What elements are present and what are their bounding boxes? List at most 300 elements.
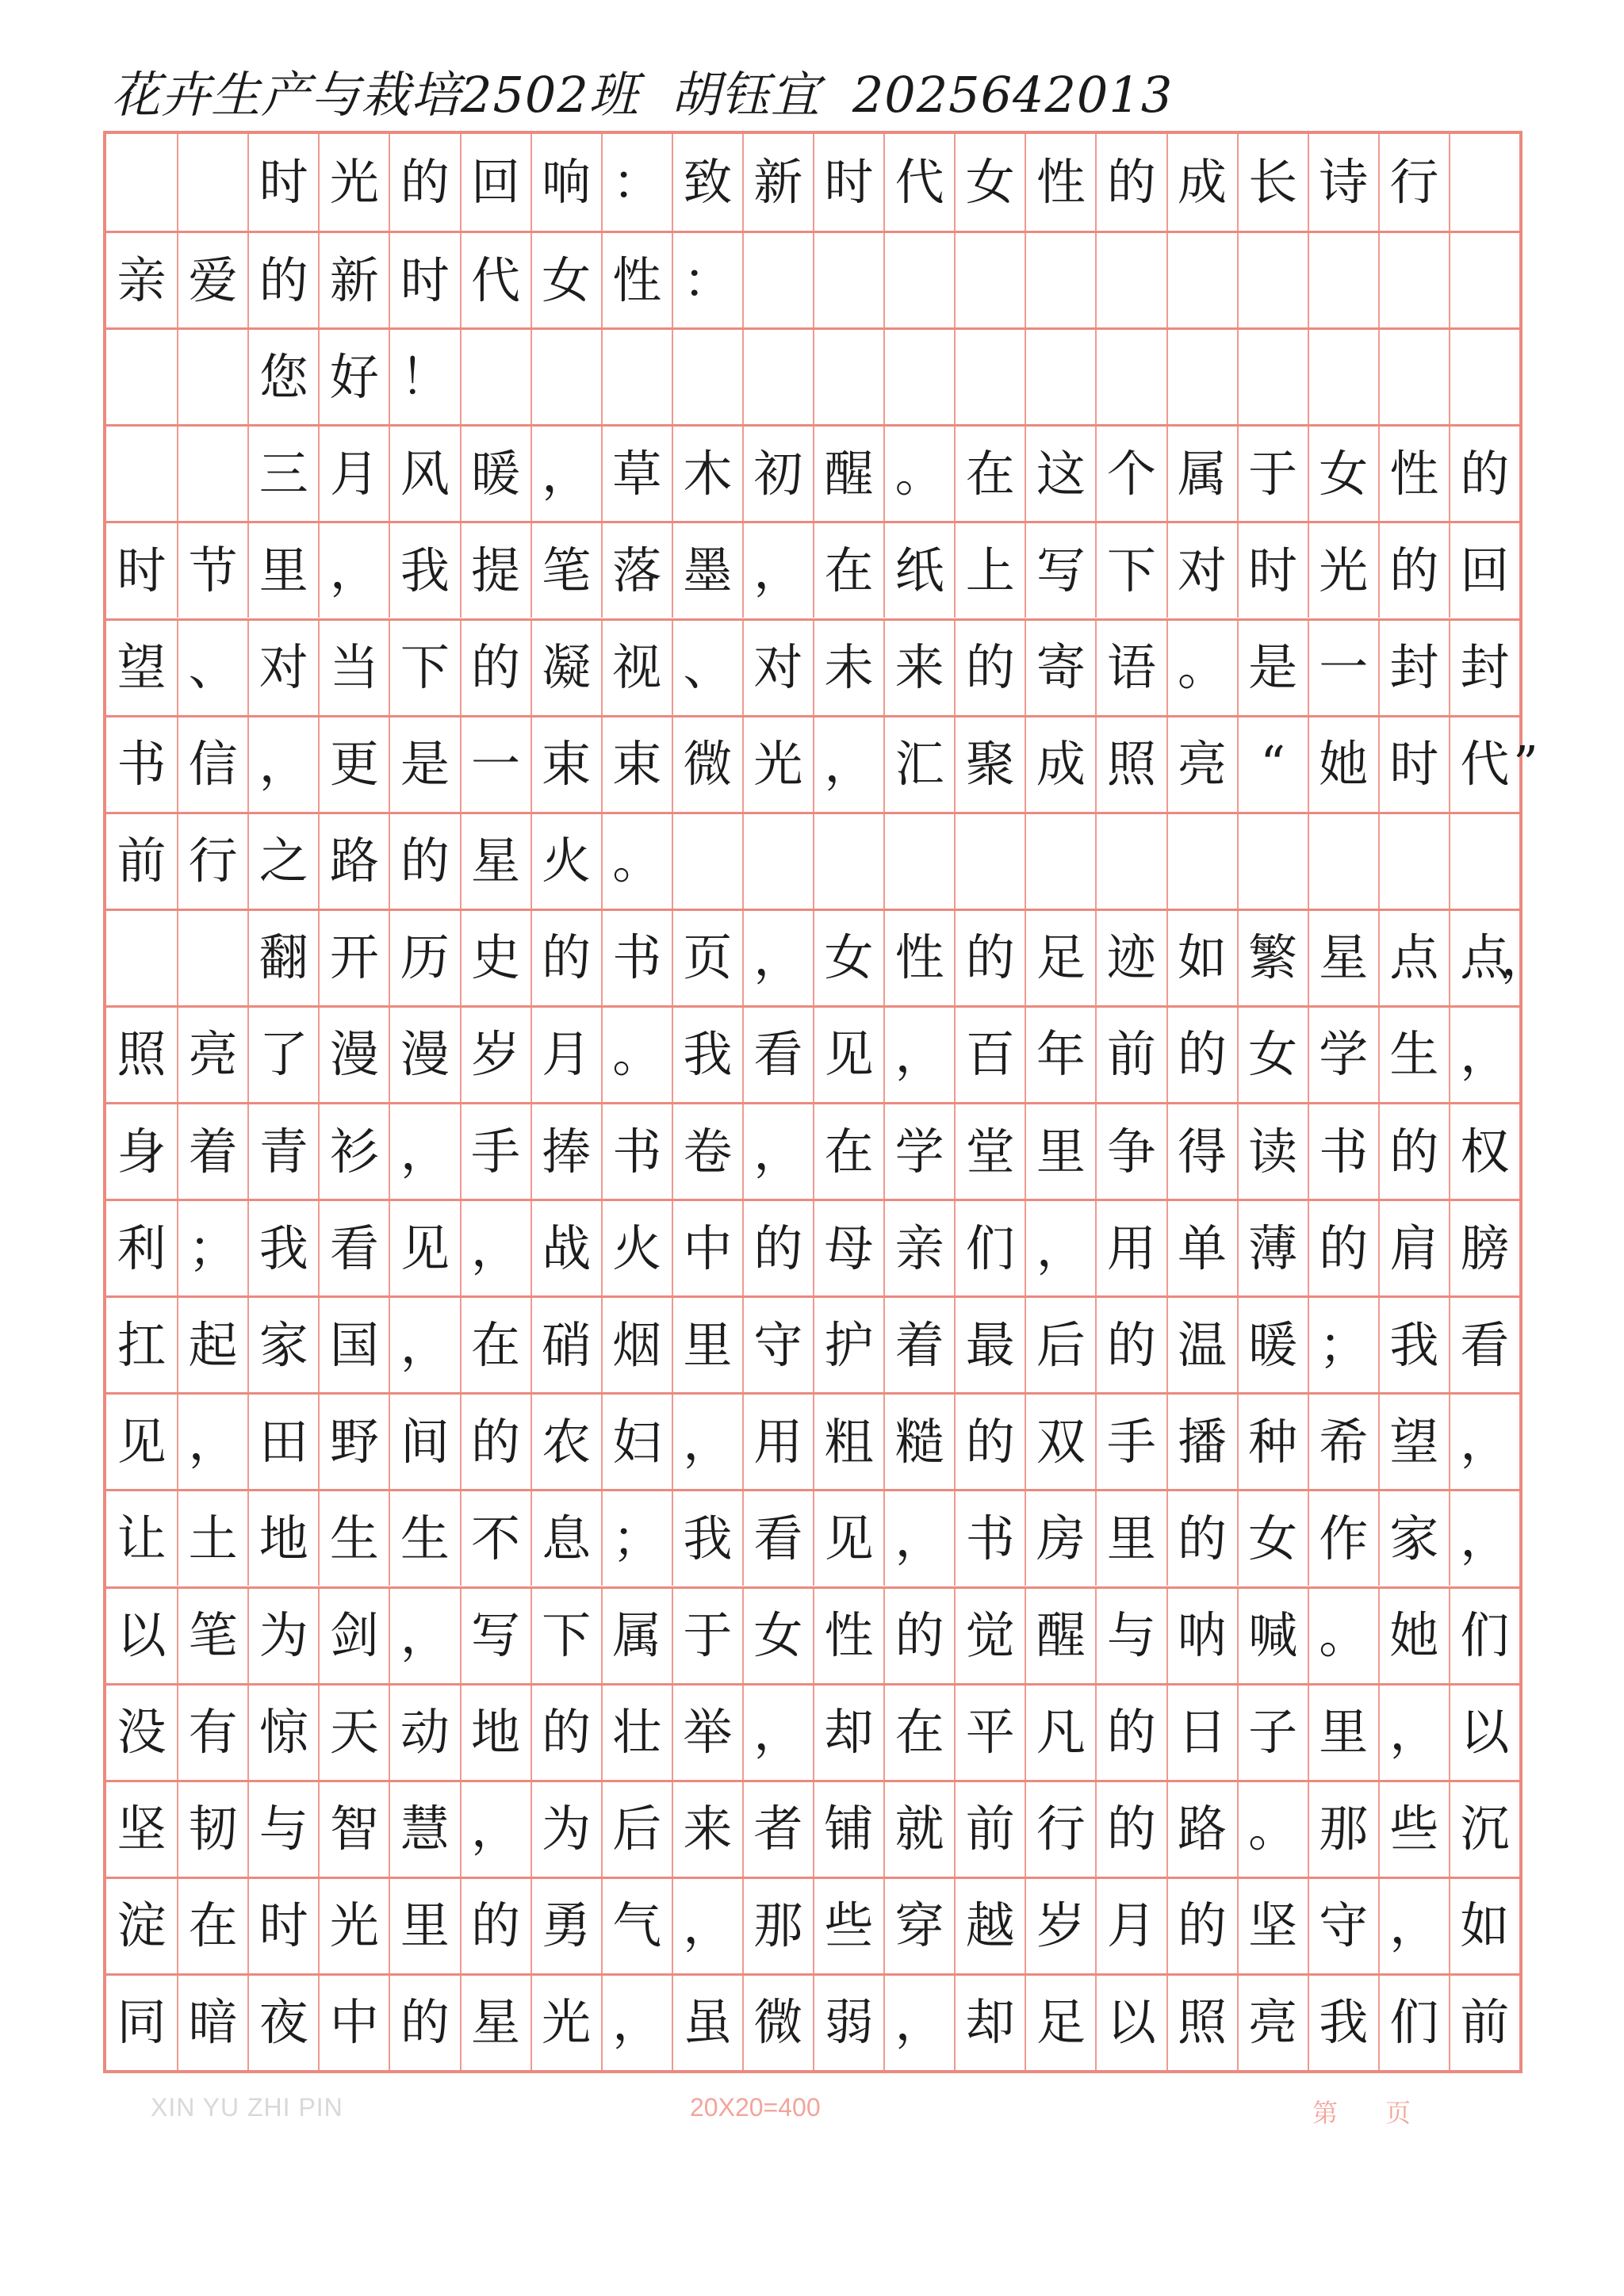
grid-cell: ， [883, 1976, 954, 2070]
grid-cell: 起 [177, 1298, 247, 1392]
grid-row [106, 1102, 1519, 1199]
grid-cell: 在 [883, 1686, 954, 1780]
grid-cell: 墨 [672, 523, 742, 618]
grid-cell: 微 [742, 1976, 813, 2070]
grid-cell [177, 911, 247, 1005]
grid-cell: 。 [601, 814, 672, 909]
grid-cell [1166, 233, 1237, 327]
grid-cell: 的 [530, 911, 601, 1005]
grid-cell: 膀 [1449, 1201, 1519, 1295]
header-course: 花卉生产与栽培2502班 [111, 66, 639, 124]
grid-cell: 我 [672, 1008, 742, 1102]
header-name: 胡钰宜 [670, 66, 821, 124]
grid-cell: 。 [1166, 621, 1237, 715]
grid-cell: 成 [1025, 718, 1095, 812]
grid-cell: 下 [389, 621, 459, 715]
grid-cell: 之 [247, 814, 318, 909]
grid-cell: 代 [883, 134, 954, 231]
grid-row [106, 1586, 1519, 1683]
page-label-left: 第 [1312, 2098, 1339, 2128]
grid-cell: 信 [177, 718, 247, 812]
grid-cell: 的 [389, 814, 459, 909]
grid-cell: 生 [1378, 1008, 1449, 1102]
grid-cell [1095, 330, 1166, 424]
grid-cell: ！ [389, 330, 459, 424]
grid-cell: 见 [813, 1008, 883, 1102]
grid-cell: 火 [530, 814, 601, 909]
grid-cell: 凝 [530, 621, 601, 715]
grid-cell [1025, 233, 1095, 327]
footer-grid-count: 20X20=400 [690, 2093, 821, 2122]
grid-cell: 以 [1095, 1976, 1166, 2070]
grid-cell: 见 [389, 1201, 459, 1295]
grid-cell: 的 [1378, 523, 1449, 618]
grid-cell: 地 [247, 1491, 318, 1586]
grid-row [106, 618, 1519, 715]
grid-cell [742, 814, 813, 909]
grid-cell: 争 [1095, 1104, 1166, 1199]
grid-cell: 爱 [177, 233, 247, 327]
grid-cell: 路 [1166, 1782, 1237, 1877]
grid-cell: 守 [742, 1298, 813, 1392]
grid-overflow-char: ” [1513, 735, 1538, 794]
grid-cell: 百 [954, 1008, 1025, 1102]
grid-cell [460, 330, 530, 424]
grid-cell: 来 [883, 621, 954, 715]
grid-cell: 用 [1095, 1201, 1166, 1295]
grid-cell: 对 [1166, 523, 1237, 618]
grid-cell [106, 911, 177, 1005]
grid-cell: ， [460, 1201, 530, 1295]
grid-cell: 读 [1237, 1104, 1308, 1199]
grid-cell: 是 [389, 718, 459, 812]
grid-cell: 照 [117, 1025, 167, 1084]
grid-row [106, 1780, 1519, 1877]
grid-cell: 着 [177, 1104, 247, 1199]
grid-cell: 夜 [247, 1976, 318, 2070]
grid-cell: 我 [672, 1491, 742, 1586]
grid-cell: 代 [460, 233, 530, 327]
grid-cell: 岁 [460, 1008, 530, 1102]
grid-cell: 我 [247, 1201, 318, 1295]
grid-row [106, 1005, 1519, 1102]
grid-cell: 天 [318, 1686, 389, 1780]
grid-cell: 手 [460, 1104, 530, 1199]
grid-cell: 笔 [530, 523, 601, 618]
grid-cell: 地 [460, 1686, 530, 1780]
grid-cell: 中 [672, 1201, 742, 1295]
grid-cell: 聚 [954, 718, 1025, 812]
grid-cell: 粗 [813, 1395, 883, 1489]
grid-cell: 护 [813, 1298, 883, 1392]
grid-cell: 的 [1095, 1782, 1166, 1877]
grid-cell: 写 [1025, 523, 1095, 618]
grid-cell: 的 [460, 1879, 530, 1973]
grid-cell: 的 [954, 911, 1025, 1005]
grid-cell: ， [742, 1686, 813, 1780]
grid-cell: ， [1449, 1008, 1519, 1102]
grid-cell: 微 [672, 718, 742, 812]
grid-cell: 的 [530, 1686, 601, 1780]
grid-cell: 行 [177, 814, 247, 909]
grid-cell: 束 [530, 718, 601, 812]
grid-cell: 见 [813, 1491, 883, 1586]
grid-cell: 繁 [1237, 911, 1308, 1005]
grid-cell: 的 [389, 134, 459, 231]
grid-row [106, 521, 1519, 618]
grid-cell: 时 [813, 134, 883, 231]
grid-cell: 平 [954, 1686, 1025, 1780]
grid-cell: 光 [318, 1879, 389, 1973]
grid-cell: 的 [883, 1589, 954, 1683]
grid-cell: 如 [1166, 911, 1237, 1005]
grid-cell: 野 [318, 1395, 389, 1489]
grid-cell [1237, 814, 1308, 909]
grid-cell: 的 [1449, 427, 1519, 521]
grid-row [106, 715, 1538, 812]
grid-cell: 凡 [1025, 1686, 1095, 1780]
grid-cell: 响 [530, 134, 601, 231]
grid-cell: 壮 [601, 1686, 672, 1780]
grid-cell: 就 [883, 1782, 954, 1877]
grid-cell: 后 [1025, 1298, 1095, 1392]
grid-cell: 回 [1449, 523, 1519, 618]
grid-cell: 学 [1308, 1008, 1378, 1102]
grid-cell: 的 [247, 233, 318, 327]
grid-cell [1166, 330, 1237, 424]
grid-cell: ， [530, 427, 601, 521]
grid-cell: 醒 [1025, 1589, 1095, 1683]
grid-cell: 智 [318, 1782, 389, 1877]
grid-cell [883, 330, 954, 424]
grid-cell: “ [1237, 718, 1308, 812]
grid-cell: 足 [1025, 911, 1095, 1005]
grid-cell: 穿 [883, 1879, 954, 1973]
grid-cell: 慧 [389, 1782, 459, 1877]
grid-cell: 的 [742, 1201, 813, 1295]
grid-cell: 成 [1166, 134, 1237, 231]
grid-cell: 个 [1095, 427, 1166, 521]
grid-cell: 暖 [1237, 1298, 1308, 1392]
grid-cell: 为 [530, 1782, 601, 1877]
grid-cell: 后 [601, 1782, 672, 1877]
grid-cell: 性 [813, 1589, 883, 1683]
grid-cell: 在 [177, 1879, 247, 1973]
grid-cell: 暗 [177, 1976, 247, 2070]
grid-row [106, 1295, 1519, 1392]
grid-cell: 月 [530, 1008, 601, 1102]
grid-cell: 、 [672, 621, 742, 715]
grid-cell: 光 [742, 718, 813, 812]
grid-cell: 扛 [117, 1315, 167, 1374]
grid-cell [177, 427, 247, 521]
grid-cell: 光 [1308, 523, 1378, 618]
grid-row [106, 1683, 1519, 1780]
grid-row [106, 424, 1519, 521]
grid-cell: 落 [601, 523, 672, 618]
grid-cell: 在 [954, 427, 1025, 521]
grid-cell: 岁 [1025, 1879, 1095, 1973]
grid-cell [1308, 330, 1378, 424]
grid-cell: 草 [601, 427, 672, 521]
grid-cell [672, 330, 742, 424]
grid-cell: 她 [1308, 718, 1378, 812]
grid-cell: 初 [742, 427, 813, 521]
grid-cell: 间 [389, 1395, 459, 1489]
grid-cell: 坚 [1237, 1879, 1308, 1973]
grid-cell: 的 [1095, 1298, 1166, 1392]
grid-cell: 视 [601, 621, 672, 715]
grid-cell: 语 [1095, 621, 1166, 715]
grid-cell: 女 [954, 134, 1025, 231]
grid-cell: ； [177, 1201, 247, 1295]
grid-cell: 年 [1025, 1008, 1095, 1102]
grid-cell: 们 [1378, 1976, 1449, 2070]
grid-cell: ， [389, 1104, 459, 1199]
grid-cell [954, 814, 1025, 909]
grid-cell: 气 [601, 1879, 672, 1973]
grid-cell: ， [389, 1298, 459, 1392]
grid-cell: 农 [530, 1395, 601, 1489]
grid-cell: 性 [1378, 427, 1449, 521]
grid-cell [742, 233, 813, 327]
grid-cell: 学 [883, 1104, 954, 1199]
grid-cell: 没 [117, 1703, 167, 1762]
grid-cell: 在 [813, 1104, 883, 1199]
grid-cell: 的 [1308, 1201, 1378, 1295]
grid-row [106, 1973, 1519, 2070]
grid-row [106, 1877, 1519, 1973]
grid-cell: ， [813, 718, 883, 812]
grid-cell: 同 [117, 1993, 167, 2052]
grid-cell: 种 [1237, 1395, 1308, 1489]
grid-cell: 点 [1378, 911, 1449, 1005]
grid-cell: 好 [318, 330, 389, 424]
grid-cell: 单 [1166, 1201, 1237, 1295]
grid-cell: 。 [883, 427, 954, 521]
grid-cell: 光 [318, 134, 389, 231]
grid-cell: 汇 [883, 718, 954, 812]
grid-cell: 在 [460, 1298, 530, 1392]
grid-cell: 铺 [813, 1782, 883, 1877]
grid-cell: 剑 [318, 1589, 389, 1683]
grid-cell: 封 [1378, 621, 1449, 715]
grid-cell: 下 [1095, 523, 1166, 618]
grid-cell: 手 [1095, 1395, 1166, 1489]
grid-cell: ， [389, 1589, 459, 1683]
grid-cell [530, 330, 601, 424]
grid-cell: 我 [1308, 1976, 1378, 2070]
grid-cell: 点 [1449, 911, 1519, 1005]
grid-cell: 。 [1308, 1589, 1378, 1683]
grid-cell: 让 [117, 1509, 167, 1567]
grid-cell: 里 [1025, 1104, 1095, 1199]
grid-cell [1308, 233, 1378, 327]
grid-cell: 里 [1308, 1686, 1378, 1780]
grid-cell: ， [742, 911, 813, 1005]
grid-cell: ， [883, 1491, 954, 1586]
grid-cell: 寄 [1025, 621, 1095, 715]
grid-cell: 一 [460, 718, 530, 812]
grid-cell: 时 [1237, 523, 1308, 618]
grid-cell: 与 [247, 1782, 318, 1877]
grid-cell [177, 330, 247, 424]
grid-cell: 前 [117, 832, 167, 890]
grid-cell: 上 [954, 523, 1025, 618]
grid-cell: 当 [318, 621, 389, 715]
grid-cell: 开 [318, 911, 389, 1005]
grid-cell: 我 [1378, 1298, 1449, 1392]
grid-cell: 代 [1449, 718, 1519, 812]
grid-cell: 星 [460, 814, 530, 909]
grid-cell: 青 [247, 1104, 318, 1199]
grid-cell [813, 330, 883, 424]
grid-cell: 星 [1308, 911, 1378, 1005]
grid-cell: ， [1378, 1686, 1449, 1780]
grid-cell: 勇 [530, 1879, 601, 1973]
grid-cell: 薄 [1237, 1201, 1308, 1295]
grid-cell [106, 330, 177, 424]
grid-cell [883, 233, 954, 327]
footer-page-label [1312, 2093, 1411, 2130]
grid-cell: 封 [1449, 621, 1519, 715]
grid-cell: 漫 [389, 1008, 459, 1102]
grid-cell: 亲 [883, 1201, 954, 1295]
grid-cell: 史 [460, 911, 530, 1005]
grid-cell: 子 [1237, 1686, 1308, 1780]
grid-cell [106, 134, 177, 231]
grid-cell: 性 [1025, 134, 1095, 231]
grid-cell: 了 [247, 1008, 318, 1102]
grid-cell: 这 [1025, 427, 1095, 521]
grid-cell [1025, 330, 1095, 424]
grid-cell: 的 [1166, 1879, 1237, 1973]
grid-cell: 页 [672, 911, 742, 1005]
grid-cell: 最 [954, 1298, 1025, 1392]
grid-cell: 女 [1308, 427, 1378, 521]
grid-cell: 守 [1308, 1879, 1378, 1973]
grid-cell: 我 [389, 523, 459, 618]
grid-cell: 望 [117, 638, 167, 697]
grid-cell: 有 [177, 1686, 247, 1780]
grid-cell: 时 [117, 541, 167, 599]
grid-cell: 火 [601, 1201, 672, 1295]
grid-cell [954, 330, 1025, 424]
grid-cell: 希 [1308, 1395, 1378, 1489]
grid-cell: 前 [1095, 1008, 1166, 1102]
grid-cell [742, 330, 813, 424]
grid-cell: 行 [1378, 134, 1449, 231]
grid-cell: 韧 [177, 1782, 247, 1877]
grid-cell [1237, 233, 1308, 327]
grid-cell: 坚 [117, 1800, 167, 1858]
grid-cell: 束 [601, 718, 672, 812]
grid-cell: ， [177, 1395, 247, 1489]
grid-cell: 新 [742, 134, 813, 231]
grid-cell: 的 [460, 621, 530, 715]
grid-cell: 们 [954, 1201, 1025, 1295]
grid-cell: 更 [318, 718, 389, 812]
grid-cell: 于 [1237, 427, 1308, 521]
grid-row [106, 909, 1551, 1005]
grid-cell: 女 [530, 233, 601, 327]
header-student-id: 2025642013 [852, 66, 1174, 124]
grid-cell: 息 [530, 1491, 601, 1586]
grid-cell: 看 [1449, 1298, 1519, 1392]
grid-cell: 月 [318, 427, 389, 521]
grid-cell: 星 [460, 1976, 530, 2070]
grid-cell: 家 [247, 1298, 318, 1392]
grid-cell: 属 [601, 1589, 672, 1683]
grid-cell: 以 [117, 1606, 167, 1665]
grid-cell: 望 [1378, 1395, 1449, 1489]
grid-cell: 照 [1095, 718, 1166, 812]
grid-cell: 房 [1025, 1491, 1095, 1586]
grid-cell: 堂 [954, 1104, 1025, 1199]
grid-cell: ： [672, 233, 742, 327]
grid-row [106, 231, 1519, 327]
grid-cell: 女 [742, 1589, 813, 1683]
grid-cell: 虽 [672, 1976, 742, 2070]
grid-cell: ， [742, 523, 813, 618]
grid-cell: 作 [1308, 1491, 1378, 1586]
grid-cell: 的 [460, 1395, 530, 1489]
grid-cell: 那 [1308, 1782, 1378, 1877]
grid-cell: 诗 [1308, 134, 1378, 231]
grid-cell: 卷 [672, 1104, 742, 1199]
grid-cell: 些 [813, 1879, 883, 1973]
grid-cell: 写 [460, 1589, 530, 1683]
grid-cell: 如 [1449, 1879, 1519, 1973]
grid-cell: 前 [1449, 1976, 1519, 2070]
grid-cell: 的 [1095, 1686, 1166, 1780]
grid-cell [672, 814, 742, 909]
grid-cell: 土 [177, 1491, 247, 1586]
grid-cell: 于 [672, 1589, 742, 1683]
grid-cell: 翻 [247, 911, 318, 1005]
grid-cell [813, 814, 883, 909]
grid-cell: 妇 [601, 1395, 672, 1489]
grid-cell: 糙 [883, 1395, 954, 1489]
grid-cell: 田 [247, 1395, 318, 1489]
grid-cell: 喊 [1237, 1589, 1308, 1683]
grid-cell: 新 [318, 233, 389, 327]
grid-cell: 们 [1449, 1589, 1519, 1683]
grid-cell [1237, 330, 1308, 424]
grid-cell: 的 [389, 1976, 459, 2070]
grid-overflow-char: ， [1501, 928, 1551, 987]
grid-cell: 战 [530, 1201, 601, 1295]
grid-cell: 提 [460, 523, 530, 618]
grid-cell: 月 [1095, 1879, 1166, 1973]
grid-cell: 。 [1237, 1782, 1308, 1877]
grid-cell: 生 [318, 1491, 389, 1586]
grid-cell [1449, 814, 1519, 909]
grid-cell [1449, 233, 1519, 327]
grid-cell: 路 [318, 814, 389, 909]
grid-cell: 对 [247, 621, 318, 715]
grid-cell [106, 427, 177, 521]
grid-cell: 惊 [247, 1686, 318, 1780]
grid-cell [1308, 814, 1378, 909]
grid-cell: 为 [247, 1589, 318, 1683]
grid-cell: ， [1378, 1879, 1449, 1973]
grid-cell: 利 [117, 1219, 167, 1277]
grid-row [106, 134, 1519, 231]
grid-cell: 动 [389, 1686, 459, 1780]
footer-brand: XIN YU ZHI PIN [151, 2093, 343, 2122]
grid-cell: ， [460, 1782, 530, 1877]
